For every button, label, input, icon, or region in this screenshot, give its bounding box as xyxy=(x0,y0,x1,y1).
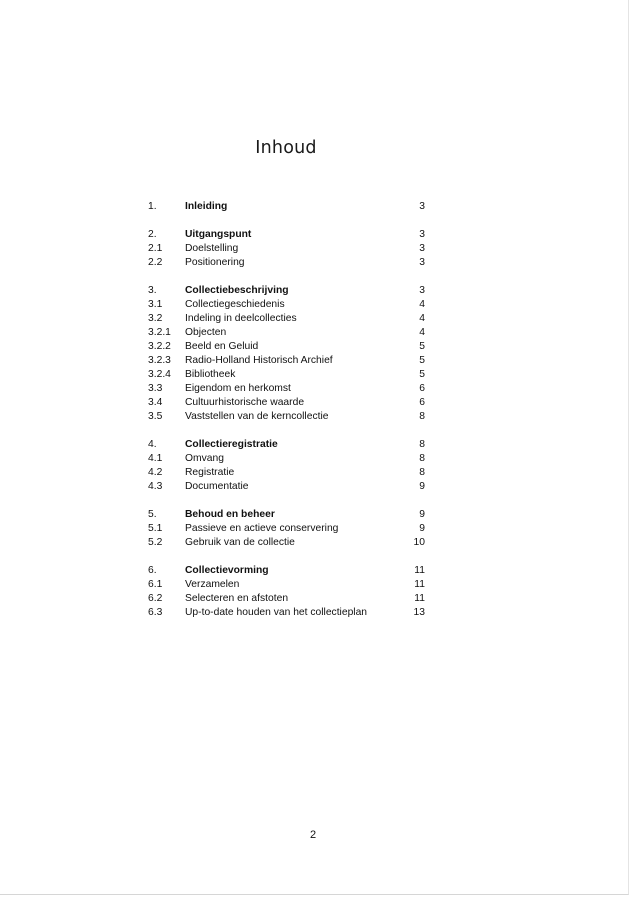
toc-entry xyxy=(148,466,428,480)
toc-entry-page: 3 xyxy=(419,229,425,240)
toc-entry xyxy=(148,326,428,340)
page-number: 2 xyxy=(309,829,317,841)
toc-entry-number: 3.2.4 xyxy=(148,369,171,380)
toc-entry-page: 3 xyxy=(419,285,425,296)
toc-entry xyxy=(148,256,428,270)
toc-entry-number: 3.2.1 xyxy=(148,327,171,338)
toc-entry-title: Behoud en beheer xyxy=(185,509,275,520)
toc-entry-page: 3 xyxy=(419,243,425,254)
toc-entry-page: 5 xyxy=(419,369,425,380)
toc-entry-page: 3 xyxy=(419,257,425,268)
toc-chapter-entry xyxy=(148,438,428,452)
page-title: Inhoud xyxy=(255,138,317,158)
toc-entry-title: Positionering xyxy=(185,257,245,268)
toc-entry-page: 4 xyxy=(419,327,425,338)
toc-entry xyxy=(148,578,428,592)
toc-entry-number: 6.3 xyxy=(148,607,163,618)
toc-section xyxy=(148,284,428,424)
toc-entry-page: 11 xyxy=(414,593,425,604)
toc-section xyxy=(148,564,428,620)
toc-section xyxy=(148,200,428,214)
toc-entry-number: 4.3 xyxy=(148,481,163,492)
toc-entry-number: 4.2 xyxy=(148,467,163,478)
toc-chapter-entry xyxy=(148,508,428,522)
toc-entry-number: 3.5 xyxy=(148,411,163,422)
toc-chapter-entry xyxy=(148,228,428,242)
toc-entry-page: 4 xyxy=(419,299,425,310)
toc-entry-title: Up-to-date houden van het collectieplan xyxy=(185,607,368,618)
toc-entry-title: Uitgangspunt xyxy=(185,229,252,240)
toc-section xyxy=(148,228,428,270)
toc-entry-number: 3.1 xyxy=(148,299,163,310)
toc-chapter-entry xyxy=(148,564,428,578)
toc-entry-page: 5 xyxy=(419,341,425,352)
toc-entry xyxy=(148,480,428,494)
toc-entry xyxy=(148,368,428,382)
toc-entry-title: Documentatie xyxy=(185,481,249,492)
toc-chapter-entry xyxy=(148,284,428,298)
toc-entry-number: 6.1 xyxy=(148,579,163,590)
toc-entry-title: Indeling in deelcollecties xyxy=(185,313,297,324)
toc-entry-page: 13 xyxy=(413,607,425,618)
toc-entry-title: Collectiebeschrijving xyxy=(185,285,289,296)
toc-entry-title: Inleiding xyxy=(185,201,228,212)
toc-entry-number: 2.2 xyxy=(148,257,163,268)
toc-entry xyxy=(148,452,428,466)
toc-entry xyxy=(148,606,428,620)
toc-entry-number: 4.1 xyxy=(148,453,163,464)
table-of-contents xyxy=(148,200,428,634)
toc-entry xyxy=(148,354,428,368)
toc-chapter-entry xyxy=(148,200,428,214)
toc-entry-page: 3 xyxy=(419,201,425,212)
toc-entry-title: Selecteren en afstoten xyxy=(185,593,289,604)
toc-entry-number: 5.1 xyxy=(148,523,163,534)
toc-entry-title: Beeld en Geluid xyxy=(185,341,259,352)
toc-entry-title: Objecten xyxy=(185,327,227,338)
toc-entry xyxy=(148,536,428,550)
toc-entry-number: 3.2 xyxy=(148,313,163,324)
toc-entry-page: 6 xyxy=(419,383,425,394)
toc-entry-page: 9 xyxy=(419,509,425,520)
toc-entry-title: Eigendom en herkomst xyxy=(185,383,291,394)
toc-entry xyxy=(148,592,428,606)
toc-entry-number: 3.2.2 xyxy=(148,341,171,352)
toc-entry-number: 3.4 xyxy=(148,397,163,408)
toc-entry-number: 5. xyxy=(148,509,157,520)
toc-entry-title: Collectievorming xyxy=(185,565,269,576)
toc-entry-page: 8 xyxy=(419,453,425,464)
toc-entry-number: 5.2 xyxy=(148,537,163,548)
toc-entry-title: Passieve en actieve conservering xyxy=(185,523,339,534)
toc-entry-page: 6 xyxy=(419,397,425,408)
toc-entry-title: Collectieregistratie xyxy=(185,439,278,450)
toc-entry-title: Cultuurhistorische waarde xyxy=(185,397,305,408)
toc-entry-title: Verzamelen xyxy=(185,579,240,590)
toc-entry-number: 3.3 xyxy=(148,383,163,394)
toc-entry-number: 4. xyxy=(148,439,157,450)
toc-entry xyxy=(148,340,428,354)
toc-entry xyxy=(148,312,428,326)
toc-entry-page: 4 xyxy=(419,313,425,324)
toc-entry-title: Collectiegeschiedenis xyxy=(185,299,285,310)
toc-entry-page: 9 xyxy=(419,523,425,534)
toc-entry xyxy=(148,410,428,424)
toc-entry-number: 1. xyxy=(148,201,157,212)
toc-entry-title: Gebruik van de collectie xyxy=(185,537,295,548)
toc-entry-number: 2. xyxy=(148,229,157,240)
toc-entry-page: 8 xyxy=(419,411,425,422)
toc-entry-number: 3.2.3 xyxy=(148,355,171,366)
toc-section xyxy=(148,508,428,550)
toc-entry-title: Bibliotheek xyxy=(185,369,236,380)
toc-entry xyxy=(148,522,428,536)
toc-entry-page: 5 xyxy=(419,355,425,366)
toc-entry-page: 9 xyxy=(419,481,425,492)
toc-entry-title: Registratie xyxy=(185,467,235,478)
toc-entry xyxy=(148,382,428,396)
toc-entry-page: 8 xyxy=(419,467,425,478)
toc-entry-number: 6.2 xyxy=(148,593,163,604)
toc-entry xyxy=(148,396,428,410)
toc-entry-page: 10 xyxy=(413,537,425,548)
toc-entry-number: 2.1 xyxy=(148,243,163,254)
toc-entry-page: 11 xyxy=(414,565,425,576)
toc-entry-number: 6. xyxy=(148,565,157,576)
toc-entry-title: Doelstelling xyxy=(185,243,239,254)
toc-entry xyxy=(148,298,428,312)
toc-entry xyxy=(148,242,428,256)
toc-entry-page: 8 xyxy=(419,439,425,450)
toc-entry-title: Vaststellen van de kerncollectie xyxy=(185,411,329,422)
toc-section xyxy=(148,438,428,494)
toc-entry-title: Radio-Holland Historisch Archief xyxy=(185,355,333,366)
toc-entry-number: 3. xyxy=(148,285,157,296)
toc-entry-page: 11 xyxy=(414,579,425,590)
toc-entry-title: Omvang xyxy=(185,453,224,464)
